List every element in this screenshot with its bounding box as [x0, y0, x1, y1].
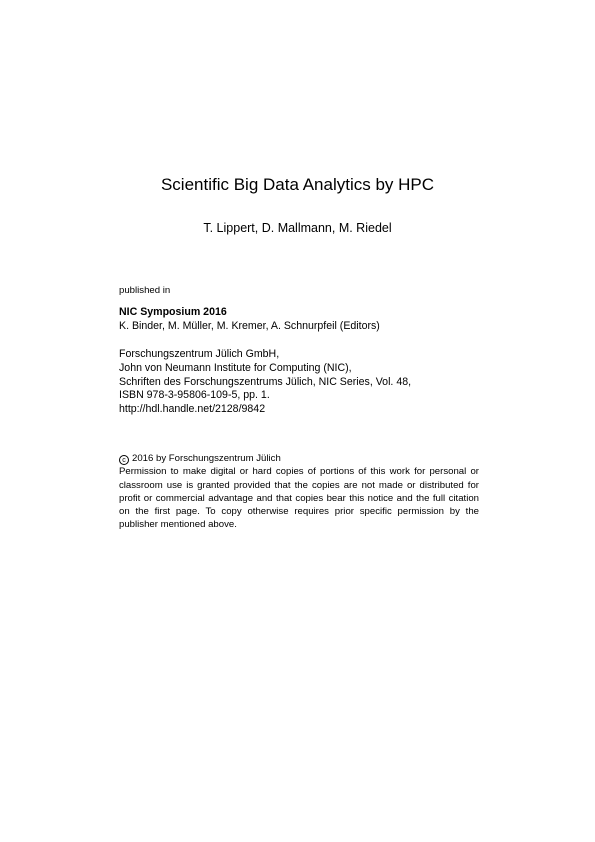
symposium-name: NIC Symposium 2016	[119, 306, 227, 318]
symposium-info	[119, 306, 479, 334]
paper-title: Scientific Big Data Analytics by HPC	[160, 175, 435, 194]
copyright-icon: c	[119, 455, 129, 465]
paper-authors: T. Lippert, D. Mallmann, M. Riedel	[203, 221, 392, 235]
publisher-line: John von Neumann Institute for Computing (NIC),	[119, 361, 352, 374]
handle-link[interactable]: http://hdl.handle.net/2128/9842	[119, 403, 266, 416]
symposium-editors: K. Binder, M. Müller, M. Kremer, A. Schnurpfeil (Editors)	[119, 319, 380, 332]
publisher-line: Forschungszentrum Jülich GmbH,	[119, 348, 280, 360]
publisher-line: Schriften des Forschungszentrums Jülich, NIC Series, Vol. 48,	[119, 375, 412, 388]
publisher-line: ISBN 978-3-95806-109-5, pp. 1.	[119, 389, 270, 402]
publisher-info	[119, 348, 479, 417]
copyright-notice	[119, 452, 479, 532]
copyright-holder-line	[119, 452, 479, 465]
permission-text: Permission to make digital or hard copies of portions of this work for personal or classroom use is granted provided that the copies are not made or distributed for profit or commercial advantage and that copies bear this notice and the full citation on the first page. To copy otherwise requires prior specific permission by the publisher mentioned above.	[119, 466, 479, 531]
copyright-holder: 2016 by Forschungszentrum Jülich	[132, 453, 281, 464]
published-in-label: published in	[119, 285, 171, 296]
